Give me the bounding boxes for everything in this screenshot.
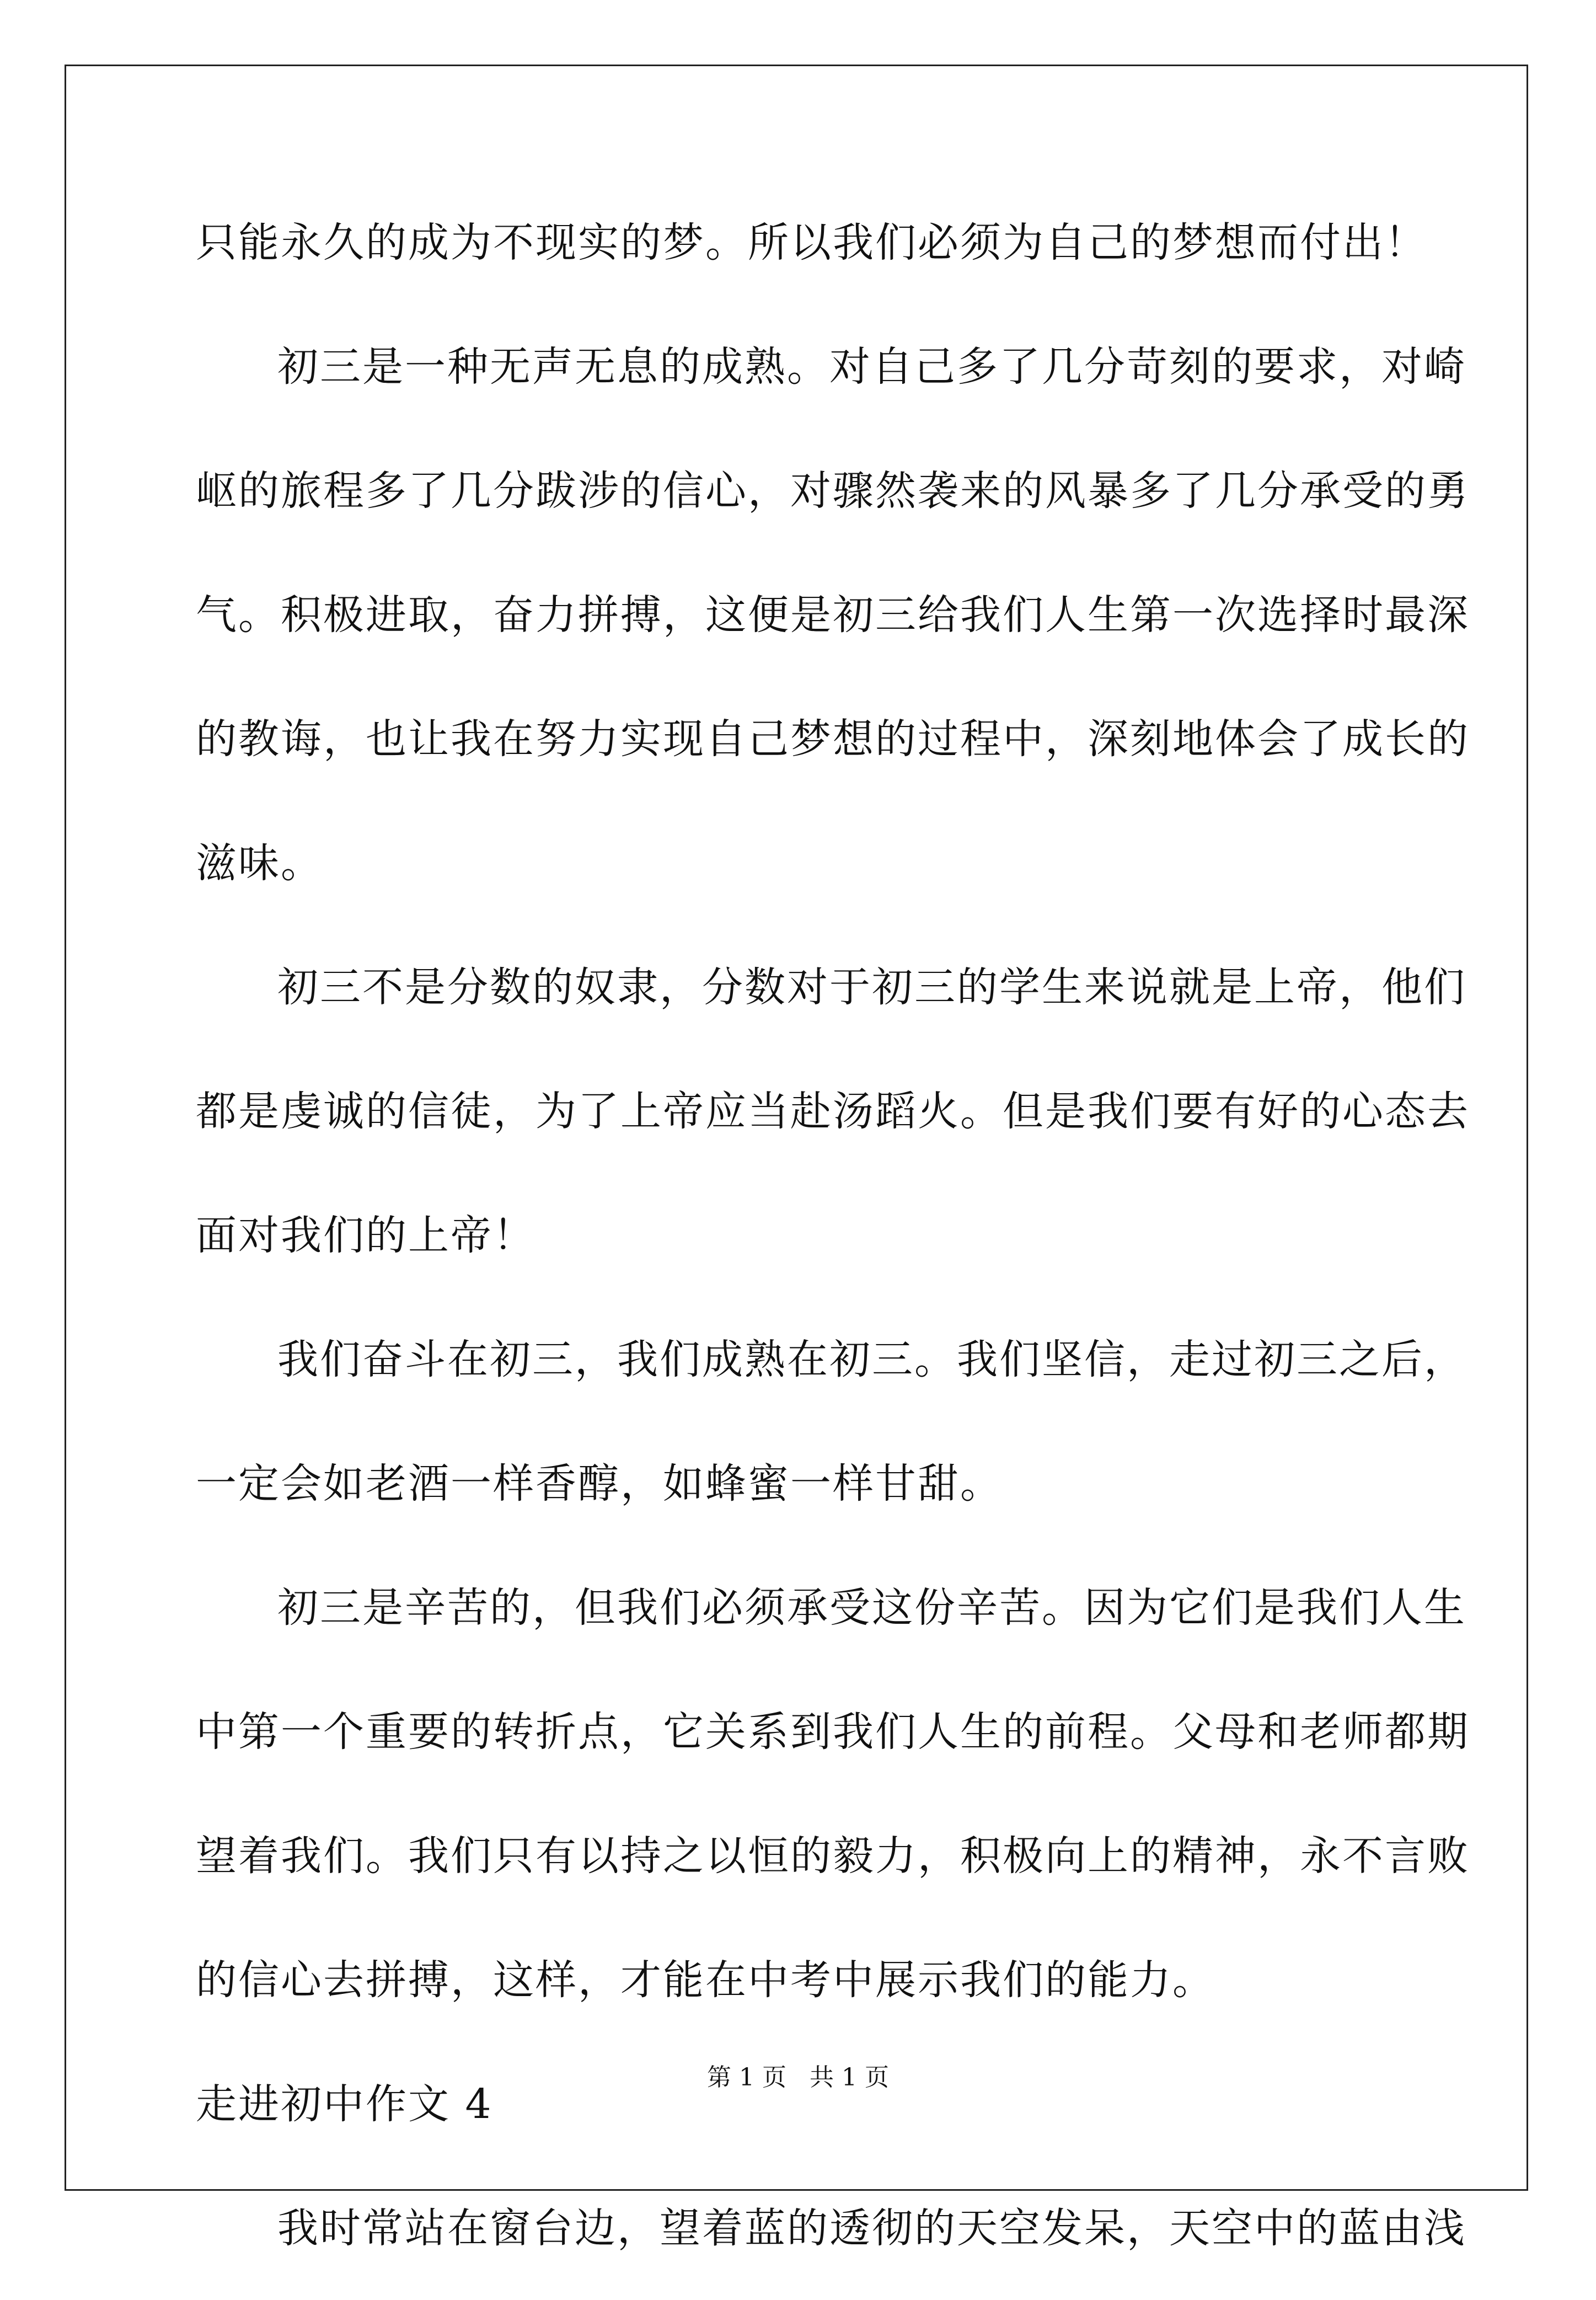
text-line: 只能永久的成为不现实的梦。所以我们必须为自己的梦想而付出！	[196, 219, 1427, 266]
text-line: 的教诲，也让我在努力实现自己梦想的过程中，深刻地体会了成长的	[196, 715, 1470, 763]
text-line: 初三不是分数的奴隶，分数对于初三的学生来说就是上帝，他们	[277, 964, 1466, 1011]
document-body	[196, 190, 1470, 2300]
text-line: 面对我们的上帝！	[196, 1212, 535, 1259]
text-line: 望着我们。我们只有以持之以恒的毅力，积极向上的精神，永不言败	[196, 1832, 1470, 1880]
text-line: 的信心去拼搏，这样，才能在中考中展示我们的能力。	[196, 1956, 1215, 2004]
page-footer	[0, 2057, 1596, 2093]
text-line: 一定会如老酒一样香醇，如蜂蜜一样甘甜。	[196, 1460, 1003, 1507]
page-number: 第 1 页	[707, 2063, 786, 2092]
text-line: 都是虔诚的信徒，为了上帝应当赴汤蹈火。但是我们要有好的心态去	[196, 1088, 1470, 1135]
text-line: 气。积极进取，奋力拼搏，这便是初三给我们人生第一次选择时最深	[196, 591, 1470, 639]
text-line: 岖的旅程多了几分跋涉的信心，对骤然袭来的风暴多了几分承受的勇	[196, 467, 1470, 515]
text-line: 中第一个重要的转折点，它关系到我们人生的前程。父母和老师都期	[196, 1708, 1470, 1756]
text-line: 滋味。	[196, 839, 323, 887]
section-heading: 走进初中作文 4	[196, 2080, 493, 2128]
text-line: 初三是辛苦的，但我们必须承受这份辛苦。因为它们是我们人生	[277, 1584, 1466, 1632]
text-line: 我们奋斗在初三，我们成熟在初三。我们坚信，走过初三之后，	[277, 1336, 1466, 1383]
text-line: 我时常站在窗台边，望着蓝的透彻的天空发呆，天空中的蓝由浅	[277, 2205, 1466, 2252]
text-line: 初三是一种无声无息的成熟。对自己多了几分苛刻的要求，对崎	[277, 343, 1466, 391]
page-total: 共 1 页	[810, 2063, 889, 2092]
